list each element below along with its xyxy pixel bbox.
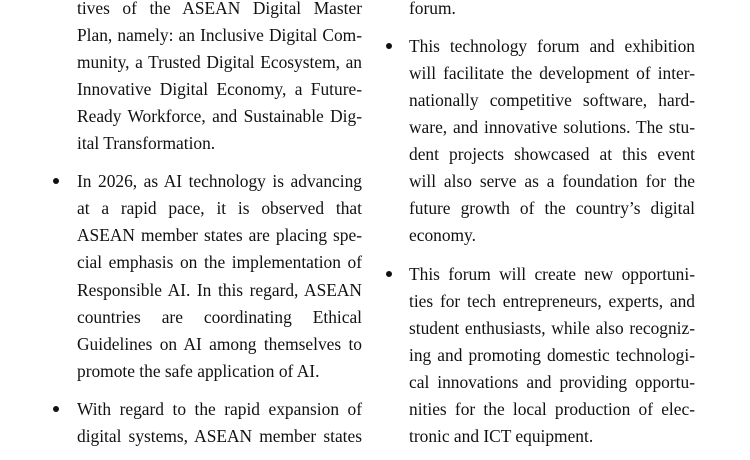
text-line: promote the safe application of AI. <box>77 361 320 381</box>
text-line: cial emphasis on the implementation of <box>77 252 362 272</box>
text-line: munity, a Trusted Digital Ecosystem, an <box>77 52 362 72</box>
text-line: cal innovations and providing opportu- <box>409 372 695 392</box>
text-line: In 2026, as AI technology is advancing <box>77 171 362 191</box>
text-line: ing and promoting domestic technologi- <box>409 345 695 365</box>
text-line: future growth of the country’s digital <box>409 198 695 218</box>
text-line: Innovative Digital Economy, a Future- <box>77 79 362 99</box>
text-line: nities for the local production of elec- <box>409 399 695 419</box>
text-line: forum. <box>409 0 456 18</box>
bullet-icon <box>53 406 59 412</box>
text-line: tronic and ICT equipment. <box>409 426 594 446</box>
text-line: Ready Workforce, and Sustainable Dig- <box>77 106 362 126</box>
text-line: Guidelines on AI among themselves to <box>77 334 362 354</box>
text-line: at a rapid pace, it is observed that <box>77 198 362 218</box>
text-line: will facilitate the development of inter- <box>409 63 695 83</box>
text-line: This forum will create new opportuni- <box>409 264 695 284</box>
text-line: Plan, namely: an Inclusive Digital Com- <box>77 25 362 45</box>
text-line: student enthusiasts, while also recogniz- <box>409 318 695 338</box>
text-line: With regard to the rapid expansion of <box>77 399 362 419</box>
text-line: economy. <box>409 225 476 245</box>
text-line: will also serve as a foundation for the <box>409 171 695 191</box>
text-line: digital systems, ASEAN member states <box>77 426 362 446</box>
text-line: ASEAN member states are placing spe- <box>77 225 362 245</box>
text-line: Responsible AI. In this regard, ASEAN <box>77 280 362 300</box>
text-line: ware, and innovative solutions. The stu- <box>409 117 695 137</box>
text-line: ital Transformation. <box>77 133 216 153</box>
text-line: countries are coordinating Ethical <box>77 307 362 327</box>
text-line: tives of the ASEAN Digital Master <box>77 0 362 18</box>
bullet-icon <box>386 43 392 49</box>
text-line: nationally competitive software, hard- <box>409 90 695 110</box>
right-column <box>380 0 750 460</box>
bullet-icon <box>53 178 59 184</box>
text-line: This technology forum and exhibition <box>409 36 695 56</box>
text-line: dent projects showcased at this event <box>409 144 695 164</box>
text-line: ties for tech entrepreneurs, experts, and <box>409 291 695 311</box>
bullet-icon <box>386 271 392 277</box>
